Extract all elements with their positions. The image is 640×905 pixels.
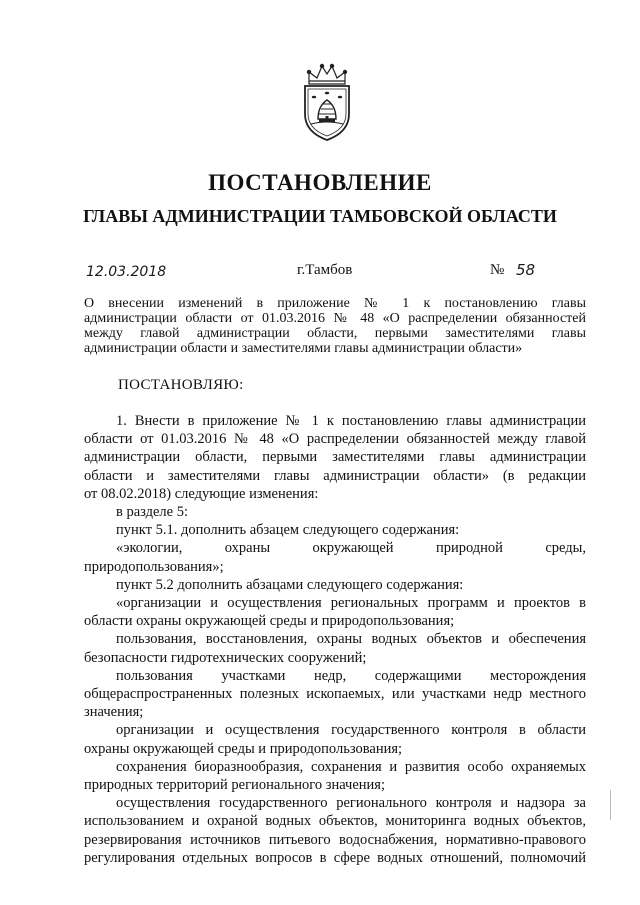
body-line: значения; (84, 704, 144, 721)
decree-word: ПОСТАНОВЛЯЮ: (118, 377, 244, 393)
document-title: ПОСТАНОВЛЕНИЕ (208, 170, 432, 195)
coat-of-arms-icon (297, 62, 357, 142)
heading-line: О внесении изменений в приложение № 1 к постановлению главы (84, 296, 586, 311)
body-line: пункт 5.2 дополнить абзацами следующего содержания: (116, 576, 464, 593)
scan-mark (610, 790, 611, 820)
body-line: природопользования»; (84, 558, 224, 575)
city-label: г.Тамбов (297, 262, 353, 278)
heading-line: администрации области от 01.03.2016 № 48 «О распределении обязанностей (84, 311, 586, 326)
body-line: природных территорий регионального значения; (84, 777, 386, 794)
body-line: области и заместителями главы администрации области» (в редакции (84, 467, 586, 484)
body-line: охраны окружающей среды и природопользования; (84, 740, 403, 757)
body-line: «организации и осуществления региональных программ и проектов в (116, 595, 586, 612)
body-line: от 08.02.2018) следующие изменения: (84, 485, 319, 502)
handwritten-date: 12.03.2018 (86, 264, 167, 280)
body-line: использованием и охраной водных объектов, мониторинга водных объектов, (84, 813, 586, 830)
document-subtitle: ГЛАВЫ АДМИНИСТРАЦИИ ТАМБОВСКОЙ ОБЛАСТИ (83, 206, 557, 226)
document-heading (84, 296, 586, 356)
body-line: «экологии, охраны окружающей природной среды, (116, 540, 586, 557)
body-line: регулирования отдельных вопросов в сфере водных отношений, полномочий (84, 849, 586, 866)
body-line: сохранения биоразнообразия, сохранения и развития особо охраняемых (116, 758, 586, 775)
body-line: пользования участками недр, содержащими месторождения (116, 667, 586, 684)
body-line: 1. Внести в приложение № 1 к постановлению главы администрации (116, 413, 586, 429)
body-line: осуществления государственного регионального контроля и надзора за (116, 795, 586, 812)
handwritten-number: 58 (516, 261, 536, 279)
heading-line: между главой администрации области, первыми заместителями главы (84, 326, 586, 341)
body-line: пункт 5.1. дополнить абзацем следующего содержания: (116, 522, 460, 539)
number-label: № (490, 262, 505, 278)
heading-line: администрации области и заместителями главы администрации области» (84, 341, 523, 356)
body-line: области охраны окружающей среды и природопользования; (84, 613, 455, 630)
body-line: общераспространенных полезных ископаемых, или участками недр местного (84, 686, 586, 703)
body-line: администрации области, первыми заместителями главы администрации (84, 449, 586, 466)
document-body (84, 412, 586, 867)
body-line: безопасности гидротехнических сооружений; (84, 649, 367, 666)
body-line: организации и осуществления государственного контроля в области (116, 722, 586, 739)
body-line: в разделе 5: (116, 504, 189, 521)
body-line: области от 01.03.2016 № 48 «О распределении обязанностей между главой (84, 431, 586, 448)
body-line: резервирования источников питьевого водоснабжения, нормативно-правового (84, 831, 586, 848)
body-line: пользования, восстановления, охраны водных объектов и обеспечения (116, 631, 586, 648)
